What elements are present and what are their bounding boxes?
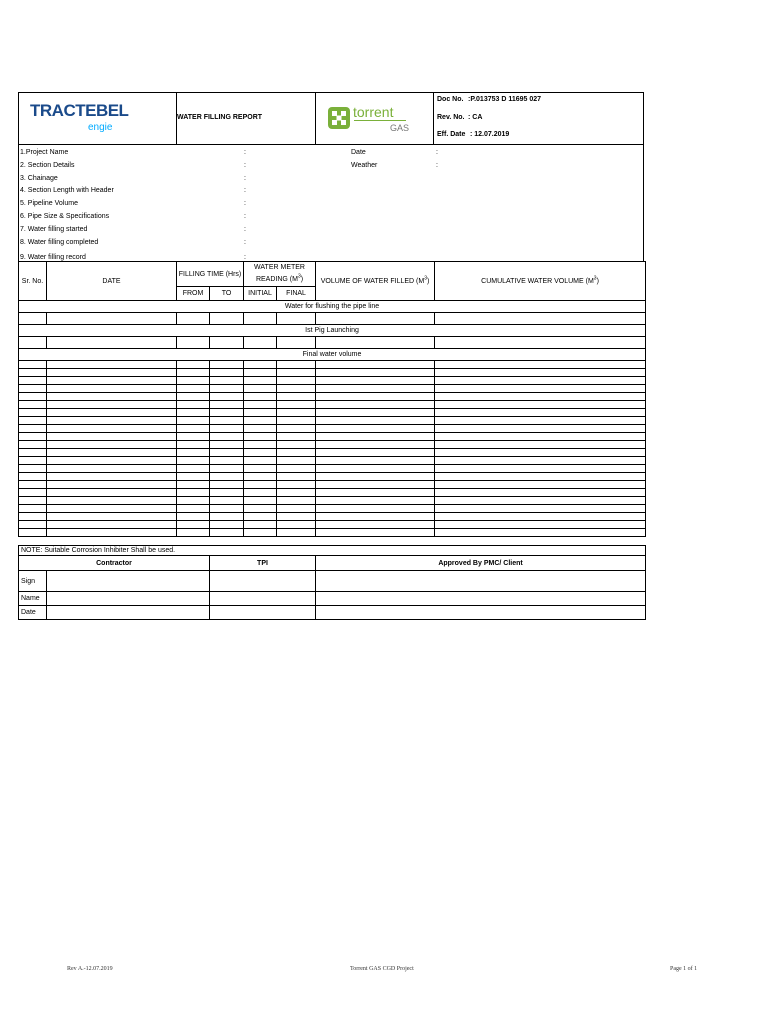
date-cell[interactable] xyxy=(47,385,177,393)
initial-cell[interactable] xyxy=(244,385,277,393)
to-cell[interactable] xyxy=(210,337,244,349)
initial-cell[interactable] xyxy=(244,337,277,349)
cumulative-cell[interactable] xyxy=(435,313,646,325)
cumulative-cell[interactable] xyxy=(435,393,646,401)
info-colon: : xyxy=(244,187,246,194)
to-cell[interactable] xyxy=(210,465,244,473)
volume-cell[interactable] xyxy=(316,489,435,497)
table-row[interactable] xyxy=(19,377,646,385)
sr-no-cell[interactable] xyxy=(19,401,47,409)
note-row xyxy=(19,546,646,556)
final-cell[interactable] xyxy=(277,377,316,385)
volume-cell[interactable] xyxy=(316,481,435,489)
table-row[interactable] xyxy=(19,457,646,465)
info-date-label: Date xyxy=(351,149,366,156)
final-cell[interactable] xyxy=(277,457,316,465)
tractebel-logo: TRACTEBEL engie xyxy=(30,101,129,133)
contractor-name-field[interactable] xyxy=(47,592,210,606)
initial-cell[interactable] xyxy=(244,377,277,385)
section-label-final: Final water volume xyxy=(19,349,646,361)
cumulative-cell[interactable] xyxy=(435,361,646,369)
to-cell[interactable] xyxy=(210,409,244,417)
volume-cell[interactable] xyxy=(316,417,435,425)
initial-cell[interactable] xyxy=(244,449,277,457)
table-row[interactable] xyxy=(19,473,646,481)
to-cell[interactable] xyxy=(210,505,244,513)
from-cell[interactable] xyxy=(177,393,210,401)
footer-revision: Rev A.-12.07.2019 xyxy=(67,966,113,972)
volume-cell[interactable] xyxy=(316,369,435,377)
table-row[interactable] xyxy=(19,425,646,433)
initial-cell[interactable] xyxy=(244,313,277,325)
info-section-details: 2. Section Details xyxy=(20,162,75,169)
initial-cell[interactable] xyxy=(244,361,277,369)
volume-filled-header: VOLUME OF WATER FILLED $(M^3)$ xyxy=(316,262,435,301)
cumulative-cell[interactable] xyxy=(435,465,646,473)
final-cell[interactable] xyxy=(277,313,316,325)
date-cell[interactable] xyxy=(47,409,177,417)
cumulative-cell[interactable] xyxy=(435,385,646,393)
info-colon: : xyxy=(244,200,246,207)
to-cell[interactable] xyxy=(210,377,244,385)
from-cell[interactable] xyxy=(177,385,210,393)
from-cell[interactable] xyxy=(177,449,210,457)
torrent-gas-logo: torrent GAS xyxy=(326,102,416,136)
final-cell[interactable] xyxy=(277,513,316,521)
from-cell[interactable] xyxy=(177,457,210,465)
doc-no-value: :P.013753 D 11695 027 xyxy=(468,96,542,103)
date-row xyxy=(19,606,646,620)
info-filling-record: 9. Water filling record xyxy=(20,254,86,261)
client-name-field[interactable] xyxy=(316,592,646,606)
from-cell[interactable] xyxy=(177,529,210,537)
table-row[interactable] xyxy=(19,361,646,369)
table-row[interactable] xyxy=(19,369,646,377)
from-cell[interactable] xyxy=(177,409,210,417)
volume-cell[interactable] xyxy=(316,505,435,513)
tpi-name-field[interactable] xyxy=(210,592,316,606)
info-colon: : xyxy=(436,149,438,156)
date-cell[interactable] xyxy=(47,417,177,425)
cumulative-cell[interactable] xyxy=(435,457,646,465)
volume-cell[interactable] xyxy=(316,457,435,465)
cumulative-cell[interactable] xyxy=(435,369,646,377)
initial-cell[interactable] xyxy=(244,497,277,505)
sr-no-cell[interactable] xyxy=(19,497,47,505)
date-label: Date xyxy=(19,606,47,620)
date-cell[interactable] xyxy=(47,489,177,497)
date-cell[interactable] xyxy=(47,473,177,481)
final-cell[interactable] xyxy=(277,449,316,457)
from-cell[interactable] xyxy=(177,473,210,481)
sr-no-cell[interactable] xyxy=(19,521,47,529)
rev-no-label: Rev. No. xyxy=(437,114,465,121)
date-cell[interactable] xyxy=(47,513,177,521)
volume-cell[interactable] xyxy=(316,433,435,441)
cumulative-cell[interactable] xyxy=(435,337,646,349)
info-colon: : xyxy=(244,149,246,156)
from-cell[interactable] xyxy=(177,433,210,441)
cumulative-cell[interactable] xyxy=(435,521,646,529)
rev-no-value: : CA xyxy=(468,114,483,121)
sr-no-cell[interactable] xyxy=(19,337,47,349)
volume-cell[interactable] xyxy=(316,521,435,529)
to-cell[interactable] xyxy=(210,417,244,425)
header-divider xyxy=(433,93,434,144)
final-cell[interactable] xyxy=(277,369,316,377)
signoff-table xyxy=(18,545,646,620)
initial-cell[interactable] xyxy=(244,433,277,441)
to-cell[interactable] xyxy=(210,473,244,481)
volume-cell[interactable] xyxy=(316,409,435,417)
sr-no-cell[interactable] xyxy=(19,441,47,449)
contractor-date-field[interactable] xyxy=(47,606,210,620)
sr-no-cell[interactable] xyxy=(19,377,47,385)
final-cell[interactable] xyxy=(277,505,316,513)
client-sign-field[interactable] xyxy=(316,571,646,592)
date-cell[interactable] xyxy=(47,465,177,473)
section-label-flushing: Water for flushing the pipe line xyxy=(19,301,646,313)
initial-cell[interactable] xyxy=(244,425,277,433)
torrent-emblem-icon xyxy=(328,107,350,129)
info-filling-completed: 8. Water filling completed xyxy=(20,239,99,246)
initial-cell[interactable] xyxy=(244,529,277,537)
cumulative-cell[interactable] xyxy=(435,441,646,449)
filling-time-header: FILLING TIME (Hrs) xyxy=(177,262,244,287)
table-row[interactable] xyxy=(19,505,646,513)
sr-no-cell[interactable] xyxy=(19,457,47,465)
to-cell[interactable] xyxy=(210,361,244,369)
from-cell[interactable] xyxy=(177,489,210,497)
project-info-section xyxy=(18,145,644,261)
eff-date-label: Eff. Date xyxy=(437,131,466,138)
table-row[interactable] xyxy=(19,489,646,497)
to-cell[interactable] xyxy=(210,441,244,449)
section-label-pig: Ist Pig Launching xyxy=(19,325,646,337)
table-row[interactable] xyxy=(19,513,646,521)
final-cell[interactable] xyxy=(277,481,316,489)
sr-no-cell[interactable] xyxy=(19,313,47,325)
sr-no-cell[interactable] xyxy=(19,449,47,457)
final-cell[interactable] xyxy=(277,425,316,433)
date-cell[interactable] xyxy=(47,441,177,449)
sr-no-cell[interactable] xyxy=(19,513,47,521)
to-header: TO xyxy=(210,287,244,301)
date-cell[interactable] xyxy=(47,393,177,401)
from-cell[interactable] xyxy=(177,513,210,521)
info-colon: : xyxy=(244,213,246,220)
date-cell[interactable] xyxy=(47,521,177,529)
to-cell[interactable] xyxy=(210,513,244,521)
water-meter-reading-header: WATER METER READING $(M^3)$ xyxy=(244,262,316,287)
from-cell[interactable] xyxy=(177,505,210,513)
eff-date-value: : 12.07.2019 xyxy=(470,131,510,138)
footer-project: Torrent GAS CGD Project xyxy=(350,966,414,972)
name-label: Name xyxy=(19,592,47,606)
initial-cell[interactable] xyxy=(244,465,277,473)
date-cell[interactable] xyxy=(47,497,177,505)
table-row[interactable] xyxy=(19,433,646,441)
to-cell[interactable] xyxy=(210,313,244,325)
signoff-header-row xyxy=(19,556,646,571)
volume-cell[interactable] xyxy=(316,513,435,521)
contractor-sign-field[interactable] xyxy=(47,571,210,592)
table-row[interactable] xyxy=(19,481,646,489)
date-cell[interactable] xyxy=(47,337,177,349)
volume-cell[interactable] xyxy=(316,361,435,369)
table-row[interactable] xyxy=(19,465,646,473)
volume-cell[interactable] xyxy=(316,449,435,457)
cumulative-cell[interactable] xyxy=(435,409,646,417)
initial-cell[interactable] xyxy=(244,481,277,489)
sr-no-cell[interactable] xyxy=(19,417,47,425)
final-cell[interactable] xyxy=(277,497,316,505)
volume-cell[interactable] xyxy=(316,393,435,401)
sr-no-cell[interactable] xyxy=(19,465,47,473)
to-cell[interactable] xyxy=(210,489,244,497)
date-cell[interactable] xyxy=(47,529,177,537)
initial-cell[interactable] xyxy=(244,409,277,417)
volume-cell[interactable] xyxy=(316,401,435,409)
cumulative-cell[interactable] xyxy=(435,449,646,457)
date-cell[interactable] xyxy=(47,433,177,441)
footer-page-number: Page 1 of 1 xyxy=(670,966,698,972)
info-colon: : xyxy=(244,162,246,169)
cumulative-cell[interactable] xyxy=(435,377,646,385)
cumulative-cell[interactable] xyxy=(435,401,646,409)
name-row xyxy=(19,592,646,606)
client-date-field[interactable] xyxy=(316,606,646,620)
table-row[interactable] xyxy=(19,441,646,449)
to-cell[interactable] xyxy=(210,481,244,489)
water-filling-record-table xyxy=(18,261,646,537)
info-project-name: 1.Project Name xyxy=(20,149,69,156)
info-colon: : xyxy=(436,162,438,169)
date-cell[interactable] xyxy=(47,369,177,377)
from-cell[interactable] xyxy=(177,521,210,529)
sr-no-cell[interactable] xyxy=(19,393,47,401)
volume-cell[interactable] xyxy=(316,377,435,385)
final-cell[interactable] xyxy=(277,337,316,349)
contractor-header: Contractor xyxy=(19,556,210,571)
cumulative-cell[interactable] xyxy=(435,489,646,497)
date-cell[interactable] xyxy=(47,505,177,513)
from-cell[interactable] xyxy=(177,313,210,325)
report-title: WATER FILLING REPORT xyxy=(177,114,263,121)
to-cell[interactable] xyxy=(210,457,244,465)
volume-cell[interactable] xyxy=(316,473,435,481)
final-cell[interactable] xyxy=(277,521,316,529)
info-colon: : xyxy=(244,226,246,233)
final-cell[interactable] xyxy=(277,361,316,369)
sr-no-cell[interactable] xyxy=(19,473,47,481)
table-row[interactable] xyxy=(19,385,646,393)
final-cell[interactable] xyxy=(277,401,316,409)
from-cell[interactable] xyxy=(177,417,210,425)
sr-no-cell[interactable] xyxy=(19,433,47,441)
final-header: FINAL xyxy=(277,287,316,301)
sr-no-cell[interactable] xyxy=(19,425,47,433)
section-row-pig xyxy=(19,325,646,337)
table-row[interactable] xyxy=(19,337,646,349)
info-pipeline-volume: 5. Pipeline Volume xyxy=(20,200,78,207)
from-cell[interactable] xyxy=(177,337,210,349)
cumulative-cell[interactable] xyxy=(435,481,646,489)
from-cell[interactable] xyxy=(177,369,210,377)
final-cell[interactable] xyxy=(277,409,316,417)
table-row[interactable] xyxy=(19,313,646,325)
info-colon: : xyxy=(244,254,246,261)
info-pipe-size: 6. Pipe Size & Specifications xyxy=(20,213,110,220)
to-cell[interactable] xyxy=(210,393,244,401)
from-cell[interactable] xyxy=(177,425,210,433)
table-header-row xyxy=(19,262,646,287)
volume-cell[interactable] xyxy=(316,337,435,349)
to-cell[interactable] xyxy=(210,449,244,457)
to-cell[interactable] xyxy=(210,425,244,433)
to-cell[interactable] xyxy=(210,433,244,441)
sr-no-cell[interactable] xyxy=(19,369,47,377)
volume-cell[interactable] xyxy=(316,425,435,433)
date-cell[interactable] xyxy=(47,449,177,457)
header-divider xyxy=(315,93,316,144)
volume-cell[interactable] xyxy=(316,497,435,505)
date-header: DATE xyxy=(47,262,177,301)
info-section-length: 4. Section Length with Header xyxy=(20,187,114,194)
cumulative-cell[interactable] xyxy=(435,425,646,433)
info-colon: : xyxy=(244,175,246,182)
cumulative-cell[interactable] xyxy=(435,417,646,425)
initial-cell[interactable] xyxy=(244,505,277,513)
final-cell[interactable] xyxy=(277,489,316,497)
date-cell[interactable] xyxy=(47,457,177,465)
table-row[interactable] xyxy=(19,521,646,529)
initial-header: INITIAL xyxy=(244,287,277,301)
to-cell[interactable] xyxy=(210,401,244,409)
tpi-date-field[interactable] xyxy=(210,606,316,620)
info-filling-started: 7. Water filling started xyxy=(20,226,88,233)
cumulative-cell[interactable] xyxy=(435,529,646,537)
from-cell[interactable] xyxy=(177,441,210,449)
final-cell[interactable] xyxy=(277,433,316,441)
note-text: NOTE: Suitable Corrosion Inhibiter Shall be used. xyxy=(19,546,646,556)
sr-no-cell[interactable] xyxy=(19,529,47,537)
info-chainage: 3. Chainage xyxy=(20,175,58,182)
final-cell[interactable] xyxy=(277,417,316,425)
initial-cell[interactable] xyxy=(244,513,277,521)
volume-cell[interactable] xyxy=(316,529,435,537)
date-cell[interactable] xyxy=(47,481,177,489)
from-cell[interactable] xyxy=(177,465,210,473)
to-cell[interactable] xyxy=(210,385,244,393)
from-cell[interactable] xyxy=(177,361,210,369)
to-cell[interactable] xyxy=(210,521,244,529)
info-colon: : xyxy=(244,239,246,246)
initial-cell[interactable] xyxy=(244,489,277,497)
to-cell[interactable] xyxy=(210,529,244,537)
initial-cell[interactable] xyxy=(244,521,277,529)
date-cell[interactable] xyxy=(47,313,177,325)
cumulative-cell[interactable] xyxy=(435,473,646,481)
sr-no-cell[interactable] xyxy=(19,489,47,497)
sr-no-cell[interactable] xyxy=(19,481,47,489)
from-cell[interactable] xyxy=(177,377,210,385)
date-cell[interactable] xyxy=(47,361,177,369)
final-cell[interactable] xyxy=(277,529,316,537)
sign-row xyxy=(19,571,646,592)
table-row[interactable] xyxy=(19,497,646,505)
section-row-flushing xyxy=(19,301,646,313)
to-cell[interactable] xyxy=(210,497,244,505)
cumulative-volume-header: CUMULATIVE WATER VOLUME $(M^3)$ xyxy=(435,262,646,301)
initial-cell[interactable] xyxy=(244,441,277,449)
table-row[interactable] xyxy=(19,409,646,417)
sr-no-header: Sr. No. xyxy=(19,262,47,301)
final-cell[interactable] xyxy=(277,473,316,481)
doc-no-label: Doc No. xyxy=(437,96,464,103)
from-header: FROM xyxy=(177,287,210,301)
table-row[interactable] xyxy=(19,401,646,409)
cumulative-cell[interactable] xyxy=(435,497,646,505)
final-cell[interactable] xyxy=(277,393,316,401)
from-cell[interactable] xyxy=(177,401,210,409)
cumulative-cell[interactable] xyxy=(435,433,646,441)
from-cell[interactable] xyxy=(177,481,210,489)
date-cell[interactable] xyxy=(47,377,177,385)
table-row[interactable] xyxy=(19,393,646,401)
tpi-header: TPI xyxy=(210,556,316,571)
final-cell[interactable] xyxy=(277,385,316,393)
info-weather-label: Weather xyxy=(351,162,378,169)
initial-cell[interactable] xyxy=(244,393,277,401)
initial-cell[interactable] xyxy=(244,473,277,481)
date-cell[interactable] xyxy=(47,425,177,433)
initial-cell[interactable] xyxy=(244,457,277,465)
initial-cell[interactable] xyxy=(244,417,277,425)
volume-cell[interactable] xyxy=(316,313,435,325)
sr-no-cell[interactable] xyxy=(19,385,47,393)
sr-no-cell[interactable] xyxy=(19,409,47,417)
sr-no-cell[interactable] xyxy=(19,505,47,513)
sr-no-cell[interactable] xyxy=(19,361,47,369)
tpi-sign-field[interactable] xyxy=(210,571,316,592)
from-cell[interactable] xyxy=(177,497,210,505)
table-row[interactable] xyxy=(19,529,646,537)
cumulative-cell[interactable] xyxy=(435,513,646,521)
table-row[interactable] xyxy=(19,417,646,425)
volume-cell[interactable] xyxy=(316,465,435,473)
table-row[interactable] xyxy=(19,449,646,457)
approved-header: Approved By PMC/ Client xyxy=(316,556,646,571)
volume-cell[interactable] xyxy=(316,385,435,393)
date-cell[interactable] xyxy=(47,401,177,409)
final-cell[interactable] xyxy=(277,441,316,449)
section-row-final xyxy=(19,349,646,361)
initial-cell[interactable] xyxy=(244,401,277,409)
to-cell[interactable] xyxy=(210,369,244,377)
cumulative-cell[interactable] xyxy=(435,505,646,513)
volume-cell[interactable] xyxy=(316,441,435,449)
sign-label: Sign xyxy=(19,571,47,592)
final-cell[interactable] xyxy=(277,465,316,473)
initial-cell[interactable] xyxy=(244,369,277,377)
